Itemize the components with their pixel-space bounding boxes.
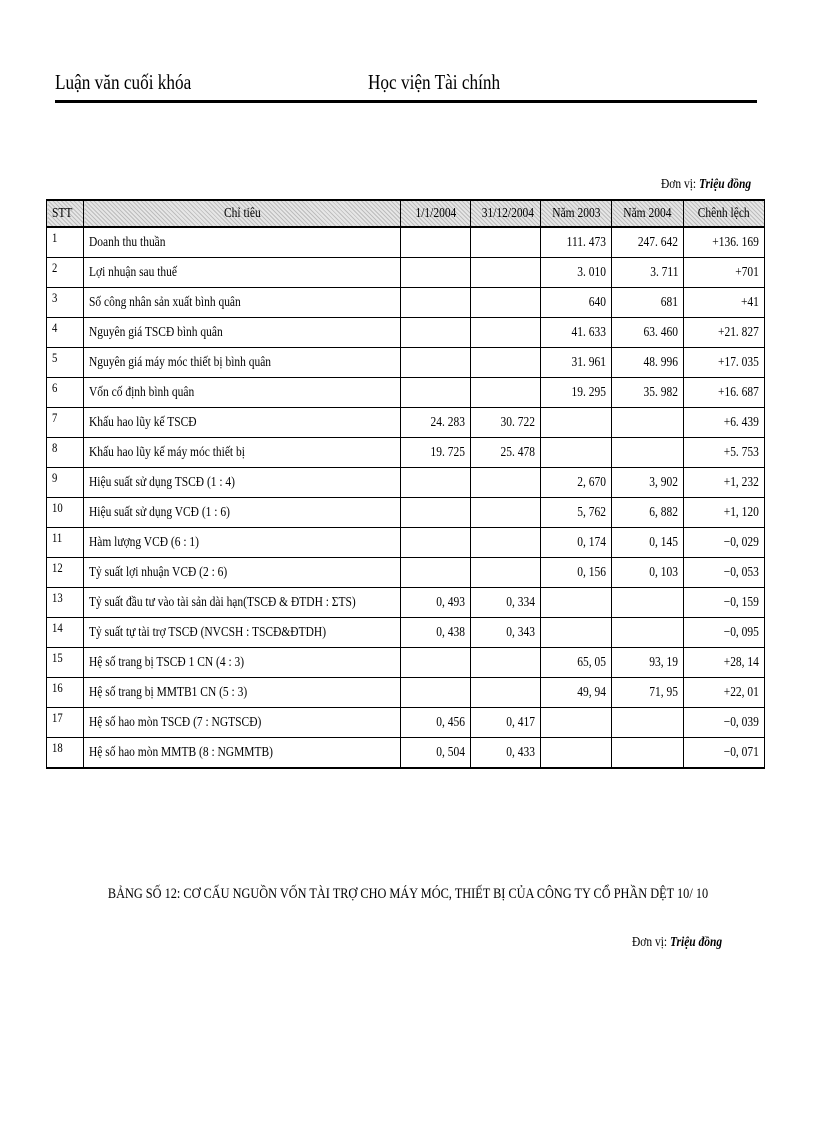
cell-year-2003: 5, 762 xyxy=(541,498,612,528)
cell-year-2003 xyxy=(541,738,612,769)
cell-end-2004: 25. 478 xyxy=(471,438,541,468)
cell-year-2004 xyxy=(612,738,684,769)
cell-year-2004: 48. 996 xyxy=(612,348,684,378)
cell-difference: +28, 14 xyxy=(684,648,765,678)
cell-year-2003: 41. 633 xyxy=(541,318,612,348)
cell-year-2004: 6, 882 xyxy=(612,498,684,528)
cell-indicator: Tỷ suất lợi nhuận VCĐ (2 : 6) xyxy=(84,558,401,588)
table-row xyxy=(47,738,765,769)
column-header-stt: STT xyxy=(47,200,84,227)
cell-stt: 10 xyxy=(47,498,84,528)
table-caption: BẢNG SỐ 12: CƠ CẤU NGUỒN VỐN TÀI TRỢ CHO MÁY MÓC, THIẾT BỊ CỦA CÔNG TY CỔ PHẦN DỆT 10/ 10 xyxy=(107,886,709,902)
cell-difference: −0, 053 xyxy=(684,558,765,588)
table-row xyxy=(47,438,765,468)
cell-year-2004: 681 xyxy=(612,288,684,318)
cell-difference: −0, 039 xyxy=(684,708,765,738)
cell-indicator: Nguyên giá TSCĐ bình quân xyxy=(84,318,401,348)
cell-end-2004: 0, 343 xyxy=(471,618,541,648)
cell-indicator: Doanh thu thuần xyxy=(84,227,401,258)
unit-label-top xyxy=(661,177,751,193)
cell-difference: −0, 071 xyxy=(684,738,765,769)
table-row xyxy=(47,378,765,408)
table-row xyxy=(47,648,765,678)
unit-label-text: Đơn vị: xyxy=(632,935,668,950)
running-header-left: Luận văn cuối khóa xyxy=(55,70,192,94)
cell-difference: −0, 095 xyxy=(684,618,765,648)
table-row xyxy=(47,528,765,558)
cell-indicator: Vốn cố định bình quân xyxy=(84,378,401,408)
cell-end-2004 xyxy=(471,498,541,528)
cell-stt: 1 xyxy=(47,227,84,258)
cell-year-2004 xyxy=(612,708,684,738)
cell-start-2004 xyxy=(401,528,471,558)
cell-year-2003 xyxy=(541,618,612,648)
cell-end-2004 xyxy=(471,558,541,588)
unit-value-text: Triệu đồng xyxy=(669,935,723,950)
cell-year-2004 xyxy=(612,588,684,618)
cell-start-2004 xyxy=(401,498,471,528)
cell-start-2004 xyxy=(401,378,471,408)
cell-indicator: Tỷ suất tự tài trợ TSCĐ (NVCSH : TSCĐ&ĐTDH) xyxy=(84,618,401,648)
cell-start-2004: 24. 283 xyxy=(401,408,471,438)
cell-stt: 16 xyxy=(47,678,84,708)
cell-year-2004: 247. 642 xyxy=(612,227,684,258)
table-row xyxy=(47,678,765,708)
table-row xyxy=(47,348,765,378)
financial-indicators-table xyxy=(46,199,765,769)
cell-year-2003: 111. 473 xyxy=(541,227,612,258)
table-row xyxy=(47,498,765,528)
running-header-center: Học viện Tài chính xyxy=(368,70,501,94)
cell-year-2004 xyxy=(612,618,684,648)
cell-start-2004: 0, 438 xyxy=(401,618,471,648)
cell-difference: +701 xyxy=(684,258,765,288)
cell-end-2004 xyxy=(471,227,541,258)
cell-difference: +1, 120 xyxy=(684,498,765,528)
cell-indicator: Khấu hao lũy kế máy móc thiết bị xyxy=(84,438,401,468)
cell-end-2004 xyxy=(471,288,541,318)
cell-start-2004 xyxy=(401,678,471,708)
table-row xyxy=(47,468,765,498)
cell-year-2004: 0, 103 xyxy=(612,558,684,588)
cell-start-2004 xyxy=(401,468,471,498)
cell-year-2003: 640 xyxy=(541,288,612,318)
cell-indicator: Lợi nhuận sau thuế xyxy=(84,258,401,288)
cell-end-2004 xyxy=(471,348,541,378)
cell-year-2003: 49, 94 xyxy=(541,678,612,708)
cell-end-2004: 0, 433 xyxy=(471,738,541,769)
cell-year-2003: 0, 174 xyxy=(541,528,612,558)
cell-difference: +5. 753 xyxy=(684,438,765,468)
cell-year-2003 xyxy=(541,708,612,738)
cell-stt: 8 xyxy=(47,438,84,468)
cell-stt: 2 xyxy=(47,258,84,288)
cell-difference: −0, 029 xyxy=(684,528,765,558)
cell-start-2004 xyxy=(401,348,471,378)
cell-difference: +16. 687 xyxy=(684,378,765,408)
cell-indicator: Hàm lượng VCĐ (6 : 1) xyxy=(84,528,401,558)
table-row xyxy=(47,288,765,318)
cell-year-2004 xyxy=(612,408,684,438)
table-row xyxy=(47,558,765,588)
table-row xyxy=(47,258,765,288)
cell-difference: +1, 232 xyxy=(684,468,765,498)
cell-year-2004: 0, 145 xyxy=(612,528,684,558)
column-header-end-2004: 31/12/2004 xyxy=(471,200,541,227)
cell-end-2004 xyxy=(471,528,541,558)
cell-difference: +22, 01 xyxy=(684,678,765,708)
cell-year-2004 xyxy=(612,438,684,468)
cell-year-2003 xyxy=(541,438,612,468)
cell-indicator: Hệ số trang bị TSCĐ 1 CN (4 : 3) xyxy=(84,648,401,678)
cell-year-2004: 3. 711 xyxy=(612,258,684,288)
cell-year-2003: 19. 295 xyxy=(541,378,612,408)
cell-indicator: Hệ số trang bị MMTB1 CN (5 : 3) xyxy=(84,678,401,708)
cell-year-2004: 35. 982 xyxy=(612,378,684,408)
cell-stt: 13 xyxy=(47,588,84,618)
cell-difference: +21. 827 xyxy=(684,318,765,348)
cell-difference: +6. 439 xyxy=(684,408,765,438)
cell-end-2004 xyxy=(471,678,541,708)
cell-stt: 5 xyxy=(47,348,84,378)
cell-end-2004: 0, 417 xyxy=(471,708,541,738)
column-header-indicator: Chỉ tiêu xyxy=(84,200,401,227)
cell-indicator: Hiệu suất sử dụng VCĐ (1 : 6) xyxy=(84,498,401,528)
cell-start-2004: 0, 504 xyxy=(401,738,471,769)
cell-indicator: Khấu hao lũy kế TSCĐ xyxy=(84,408,401,438)
cell-indicator: Hiệu suất sử dụng TSCĐ (1 : 4) xyxy=(84,468,401,498)
cell-stt: 7 xyxy=(47,408,84,438)
cell-end-2004 xyxy=(471,378,541,408)
cell-stt: 4 xyxy=(47,318,84,348)
column-header-difference: Chênh lệch xyxy=(684,200,765,227)
unit-label-text: Đơn vị: xyxy=(661,177,697,192)
cell-start-2004 xyxy=(401,558,471,588)
cell-year-2003: 65, 05 xyxy=(541,648,612,678)
cell-difference: +17. 035 xyxy=(684,348,765,378)
cell-stt: 3 xyxy=(47,288,84,318)
cell-end-2004 xyxy=(471,468,541,498)
cell-end-2004 xyxy=(471,258,541,288)
cell-indicator: Số công nhân sản xuất bình quân xyxy=(84,288,401,318)
cell-stt: 12 xyxy=(47,558,84,588)
table-row xyxy=(47,588,765,618)
cell-indicator: Hệ số hao mòn TSCĐ (7 : NGTSCĐ) xyxy=(84,708,401,738)
cell-start-2004 xyxy=(401,288,471,318)
cell-start-2004 xyxy=(401,318,471,348)
cell-year-2003 xyxy=(541,588,612,618)
cell-year-2003: 3. 010 xyxy=(541,258,612,288)
cell-difference: +136. 169 xyxy=(684,227,765,258)
header-rule xyxy=(55,100,757,103)
column-header-start-2004: 1/1/2004 xyxy=(401,200,471,227)
cell-indicator: Hệ số hao mòn MMTB (8 : NGMMTB) xyxy=(84,738,401,769)
cell-difference: −0, 159 xyxy=(684,588,765,618)
cell-end-2004: 0, 334 xyxy=(471,588,541,618)
cell-start-2004: 0, 493 xyxy=(401,588,471,618)
cell-indicator: Tỷ suất đầu tư vào tài sản dài hạn(TSCĐ & ĐTDH : ΣTS) xyxy=(84,588,401,618)
cell-start-2004 xyxy=(401,258,471,288)
cell-stt: 15 xyxy=(47,648,84,678)
cell-end-2004: 30. 722 xyxy=(471,408,541,438)
unit-label-bottom xyxy=(632,935,722,951)
cell-end-2004 xyxy=(471,648,541,678)
table-row xyxy=(47,618,765,648)
cell-indicator: Nguyên giá máy móc thiết bị bình quân xyxy=(84,348,401,378)
cell-stt: 17 xyxy=(47,708,84,738)
cell-start-2004: 0, 456 xyxy=(401,708,471,738)
cell-year-2003 xyxy=(541,408,612,438)
cell-end-2004 xyxy=(471,318,541,348)
cell-stt: 14 xyxy=(47,618,84,648)
table-row xyxy=(47,708,765,738)
column-header-year-2003: Năm 2003 xyxy=(541,200,612,227)
cell-year-2004: 3, 902 xyxy=(612,468,684,498)
table-header-row xyxy=(47,200,765,227)
cell-year-2004: 63. 460 xyxy=(612,318,684,348)
cell-stt: 18 xyxy=(47,738,84,769)
cell-stt: 11 xyxy=(47,528,84,558)
cell-stt: 9 xyxy=(47,468,84,498)
cell-year-2004: 93, 19 xyxy=(612,648,684,678)
cell-stt: 6 xyxy=(47,378,84,408)
column-header-year-2004: Năm 2004 xyxy=(612,200,684,227)
cell-year-2003: 2, 670 xyxy=(541,468,612,498)
cell-year-2003: 31. 961 xyxy=(541,348,612,378)
table-row xyxy=(47,318,765,348)
cell-year-2003: 0, 156 xyxy=(541,558,612,588)
cell-difference: +41 xyxy=(684,288,765,318)
cell-start-2004: 19. 725 xyxy=(401,438,471,468)
table-row xyxy=(47,408,765,438)
unit-value-text: Triệu đồng xyxy=(698,177,752,192)
cell-year-2004: 71, 95 xyxy=(612,678,684,708)
table-row xyxy=(47,227,765,258)
cell-start-2004 xyxy=(401,648,471,678)
cell-start-2004 xyxy=(401,227,471,258)
